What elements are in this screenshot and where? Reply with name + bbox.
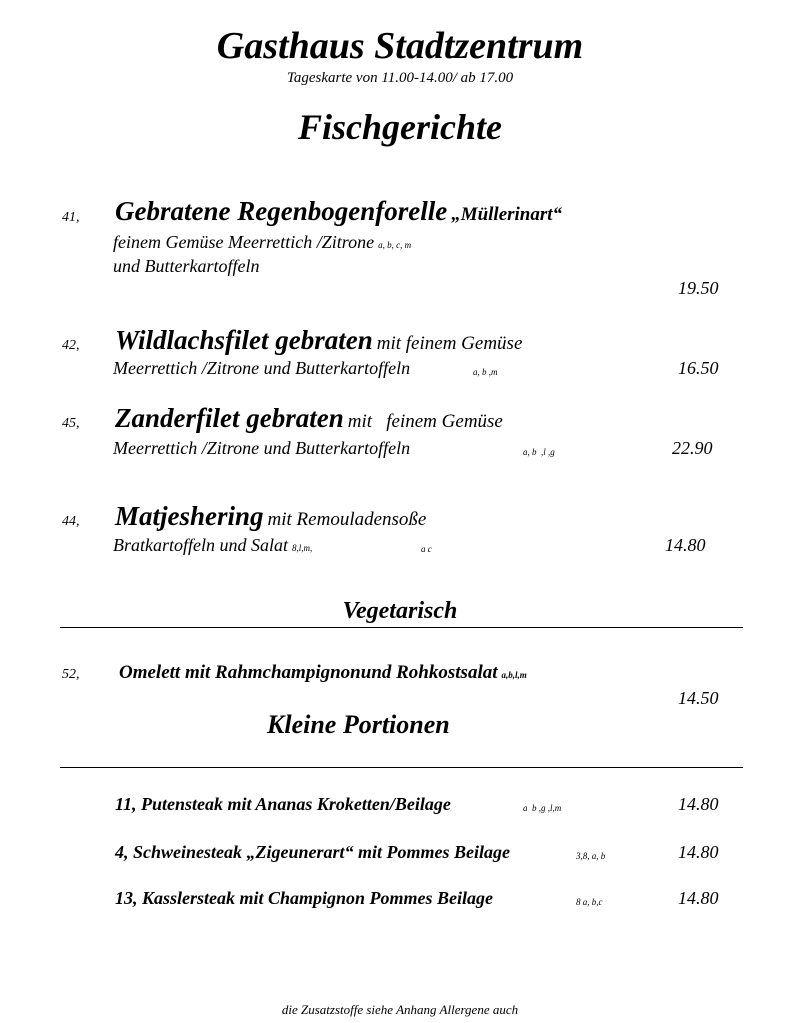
menu-item-title xyxy=(115,501,426,532)
dish-name: Wildlachsfilet gebraten xyxy=(115,325,373,355)
description-line: Bratkartoffeln und Salat xyxy=(113,535,288,555)
section-title-kleine-portionen: Kleine Portionen xyxy=(267,710,450,739)
price: 22.90 xyxy=(672,438,713,458)
allergen-codes: a,b,l,m xyxy=(501,670,527,680)
allergen-codes: a, b ,l ,g xyxy=(523,447,555,457)
dish-name: Matjeshering xyxy=(115,501,264,531)
item-number: 41, xyxy=(62,210,80,225)
price: 14.80 xyxy=(665,535,706,555)
menu-item-title xyxy=(119,662,527,684)
dish-name: Zanderfilet gebraten xyxy=(115,403,344,433)
price: 14.80 xyxy=(678,888,719,908)
section-title-vegetarisch: Vegetarisch xyxy=(342,598,458,624)
dish-name: 13, Kasslersteak mit Champignon Pommes Beilage xyxy=(115,888,494,908)
restaurant-title: Gasthaus Stadtzentrum xyxy=(216,25,584,67)
description-line: Meerrettich /Zitrone und Butterkartoffeln xyxy=(113,358,411,378)
menu-item-title xyxy=(115,196,562,227)
opening-hours: Tageskarte von 11.00-14.00/ ab 17.00 xyxy=(286,70,514,86)
dish-description xyxy=(113,535,312,556)
dish-suffix: mit feinem Gemüse xyxy=(376,333,523,354)
price: 14.80 xyxy=(678,842,719,862)
item-number: 44, xyxy=(62,514,80,529)
item-number: 45, xyxy=(62,416,80,431)
dish-suffix: mit feinem Gemüse xyxy=(347,411,503,432)
description-line: und Butterkartoffeln xyxy=(113,256,260,276)
dish-description xyxy=(113,232,411,253)
dish-suffix: mit Remouladensoße xyxy=(267,509,427,530)
menu-item-title xyxy=(115,403,503,434)
description-line: feinem Gemüse Meerrettich /Zitrone xyxy=(113,232,375,252)
footer-note: die Zusatzstoffe siehe Anhang Allergene auch xyxy=(281,1002,519,1017)
item-number: 52, xyxy=(62,667,80,682)
dish-suffix: „Müllerinart“ xyxy=(451,204,563,225)
dish-name: 11, Putensteak mit Ananas Kroketten/Beilage xyxy=(115,794,451,814)
allergen-codes: a b ,g ,l,m xyxy=(523,803,562,813)
allergen-codes: a, b ,m xyxy=(473,367,498,377)
price: 19.50 xyxy=(678,278,719,298)
divider-line xyxy=(60,767,743,768)
dish-name: Omelett mit Rahmchampignonund Rohkostsalat xyxy=(119,662,498,683)
allergen-codes: a, b, c, m xyxy=(378,240,412,250)
price: 14.50 xyxy=(678,688,719,708)
allergen-codes: 8,l,m, xyxy=(292,543,313,553)
description-line: Meerrettich /Zitrone und Butterkartoffeln xyxy=(113,438,411,458)
menu-item-title xyxy=(115,325,522,356)
allergen-codes: 8 a, b,c xyxy=(576,897,603,907)
dish-name: Gebratene Regenbogenforelle xyxy=(115,196,448,226)
allergen-codes: 3,8, a, b xyxy=(576,851,606,861)
price: 16.50 xyxy=(678,358,719,378)
item-number: 42, xyxy=(62,338,80,353)
dish-name: 4, Schweinesteak „Zigeunerart“ mit Pommes Beilage xyxy=(115,842,510,862)
price: 14.80 xyxy=(678,794,719,814)
section-title-fisch: Fischgerichte xyxy=(298,107,502,147)
allergen-codes: a c xyxy=(421,544,432,554)
divider-line xyxy=(60,627,743,628)
